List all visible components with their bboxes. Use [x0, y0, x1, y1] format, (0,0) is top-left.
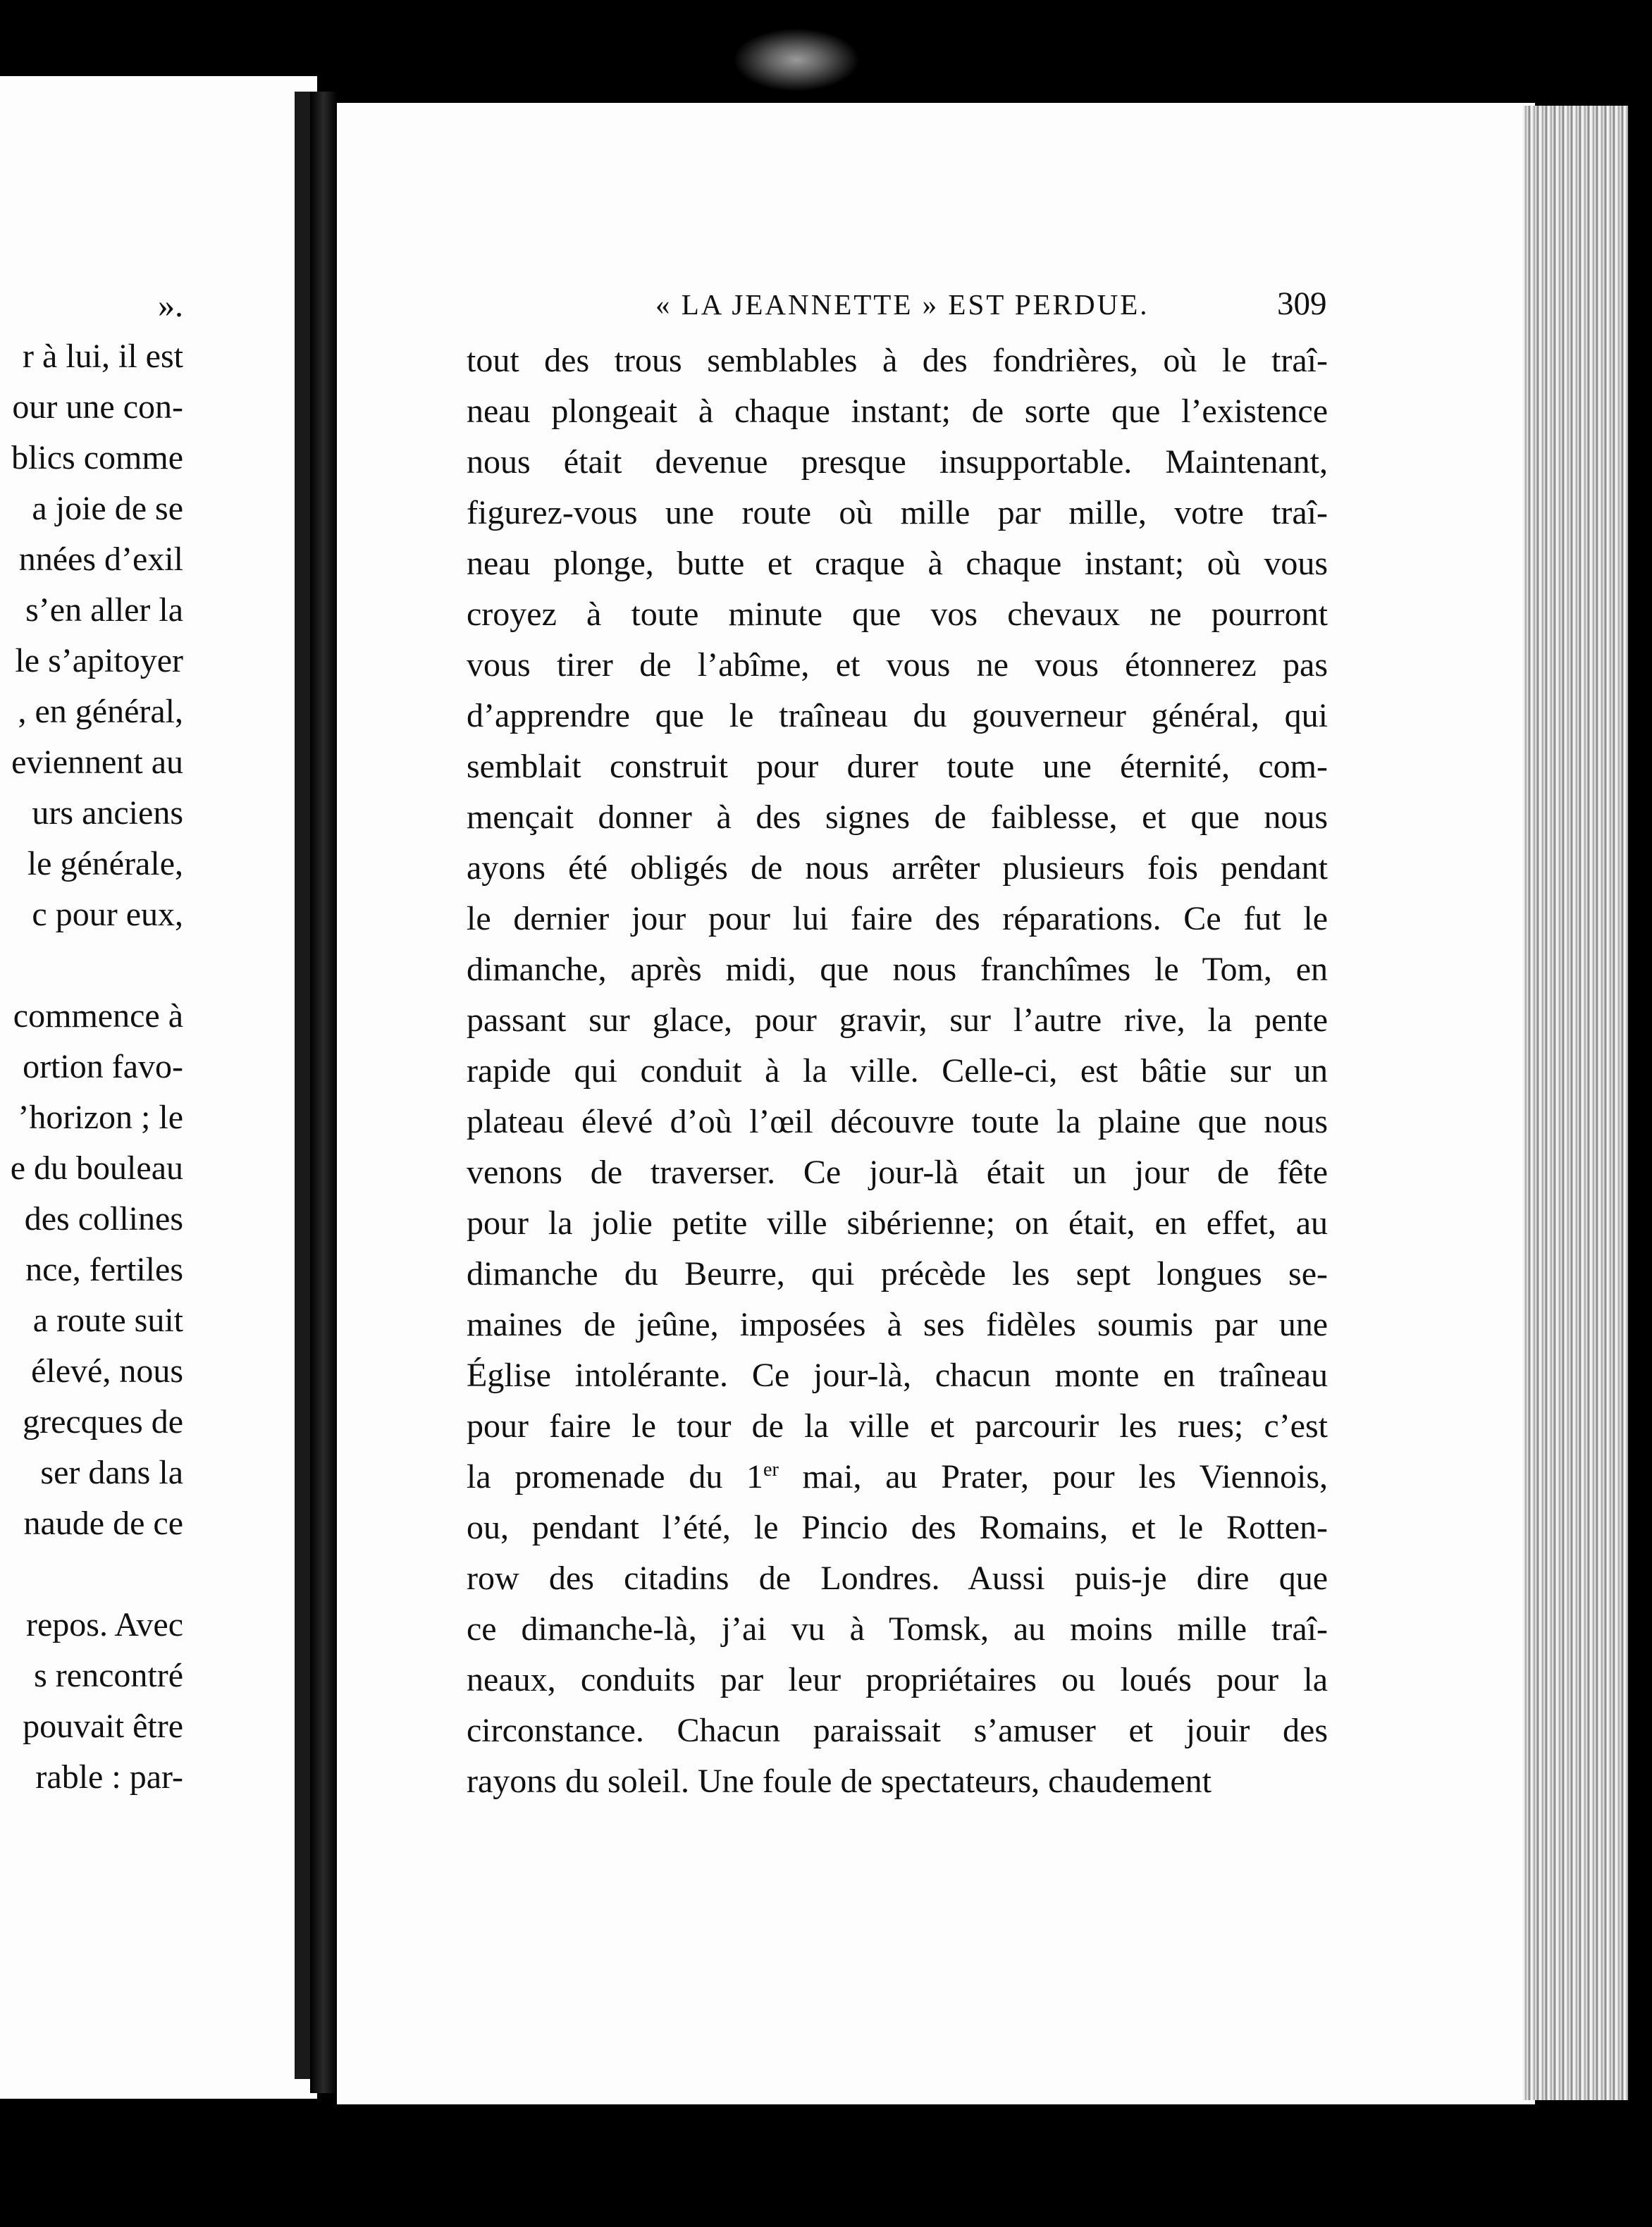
left-page-line: urs anciens [32, 794, 183, 832]
ordinal-superscript: er [763, 1459, 779, 1481]
body-line: neau plonge, butte et craque à chaque instant; où vous [467, 545, 1328, 582]
left-page-line: , en général, [18, 693, 183, 730]
body-line: d’apprendre que le traîneau du gouverneur général, qui [467, 697, 1328, 734]
body-line: circonstance. Chacun paraissait s’amuser et jouir des [467, 1712, 1328, 1749]
body-line: passant sur glace, pour gravir, sur l’autre rive, la pente [467, 1001, 1328, 1039]
body-line: croyez à toute minute que vos chevaux ne pourront [467, 596, 1328, 633]
body-line: vous tirer de l’abîme, et vous ne vous étonnerez pas [467, 646, 1328, 684]
body-line: le dernier jour pour lui faire des réparations. Ce fut le [467, 900, 1328, 937]
left-page-line: a route suit [32, 1302, 183, 1339]
body-line: rayons du soleil. Une foule de spectateurs, chaudement [467, 1763, 1212, 1800]
left-page-line: s’en aller la [25, 591, 183, 629]
body-line: row des citadins de Londres. Aussi puis-je dire que [467, 1560, 1328, 1597]
left-page-line: eviennent au [11, 744, 183, 781]
left-page-line: naude de ce [23, 1505, 183, 1542]
left-page-line: nnées d’exil [18, 541, 183, 578]
left-page-line: ’horizon ; le [18, 1099, 183, 1136]
body-line: semblait construit pour durer toute une éternité, com- [467, 748, 1328, 785]
left-page-line: r à lui, il est [23, 338, 183, 375]
left-page-line: le s’apitoyer [15, 642, 183, 679]
page-edge [1522, 106, 1628, 2100]
left-page-line: nce, fertiles [25, 1251, 183, 1288]
body-line: plateau élevé d’où l’œil découvre toute la plaine que nous [467, 1103, 1328, 1140]
scan-dust [733, 28, 860, 92]
body-line: pour la jolie petite ville sibérienne; on était, en effet, au [467, 1204, 1328, 1242]
body-line: neaux, conduits par leur propriétaires ou loués pour la [467, 1661, 1328, 1698]
left-page-line: blics comme [11, 439, 183, 476]
body-line: tout des trous semblables à des fondrières, où le traî- [467, 342, 1328, 379]
body-line: neau plongeait à chaque instant; de sorte que l’existence [467, 393, 1328, 430]
body-line: Église intolérante. Ce jour-là, chacun monte en traîneau [467, 1357, 1328, 1394]
body-line: ayons été obligés de nous arrêter plusieurs fois pendant [467, 849, 1328, 887]
left-page-line: ser dans la [40, 1454, 183, 1491]
spine-shadow [310, 92, 337, 2093]
running-head: « LA JEANNETTE » EST PERDUE. [655, 288, 1149, 321]
body-line: mençait donner à des signes de faiblesse, et que nous [467, 798, 1328, 836]
body-line: dimanche du Beurre, qui précède les sept longues se- [467, 1255, 1328, 1293]
left-page-line: our une con- [12, 388, 183, 426]
body-line: nous était devenue presque insupportable. Maintenant, [467, 443, 1328, 481]
body-line: rapide qui conduit à la ville. Celle-ci, est bâtie sur un [467, 1052, 1328, 1090]
body-text [467, 335, 1328, 1807]
body-line-rest: mai, au Prater, pour les Viennois, [778, 1458, 1328, 1495]
left-page-line: rable : par- [35, 1758, 183, 1796]
body-line: pour faire le tour de la ville et parcourir les rues; c’est [467, 1407, 1328, 1445]
body-line: figurez-vous une route où mille par mille, votre traî- [467, 494, 1328, 531]
body-line-start: la promenade du 1 [467, 1458, 764, 1495]
body-line [467, 1452, 1328, 1503]
left-page-line: élevé, nous [31, 1352, 183, 1390]
left-page-line: ortion favo- [23, 1048, 183, 1085]
body-line: ou, pendant l’été, le Pincio des Romains, et le Rotten- [467, 1509, 1328, 1546]
left-page-line: grecques de [23, 1403, 183, 1441]
left-page-line: c pour eux, [32, 896, 183, 933]
left-page-line: repos. Avec [25, 1606, 183, 1643]
gutter [295, 92, 310, 2079]
left-page-text [0, 280, 183, 1803]
left-page-line: pouvait être [23, 1708, 183, 1745]
left-page-line: ». [158, 287, 183, 324]
body-line: maines de jeûne, imposées à ses fidèles soumis par une [467, 1306, 1328, 1343]
left-page-line: s rencontré [34, 1657, 183, 1694]
left-page-line: e du bouleau [10, 1149, 183, 1187]
body-line: dimanche, après midi, que nous franchîmes le Tom, en [467, 951, 1328, 988]
left-page-line: commence à [13, 997, 183, 1035]
left-page-line [0, 1549, 183, 1600]
left-page-line [0, 940, 183, 991]
left-page-line: le générale, [27, 845, 183, 882]
left-page-line: a joie de se [32, 490, 183, 527]
page-number: 309 [1277, 285, 1327, 322]
left-page-line: des collines [24, 1200, 183, 1238]
body-line: ce dimanche-là, j’ai vu à Tomsk, au moins mille traî- [467, 1610, 1328, 1648]
body-line: venons de traverser. Ce jour-là était un jour de fête [467, 1154, 1328, 1191]
